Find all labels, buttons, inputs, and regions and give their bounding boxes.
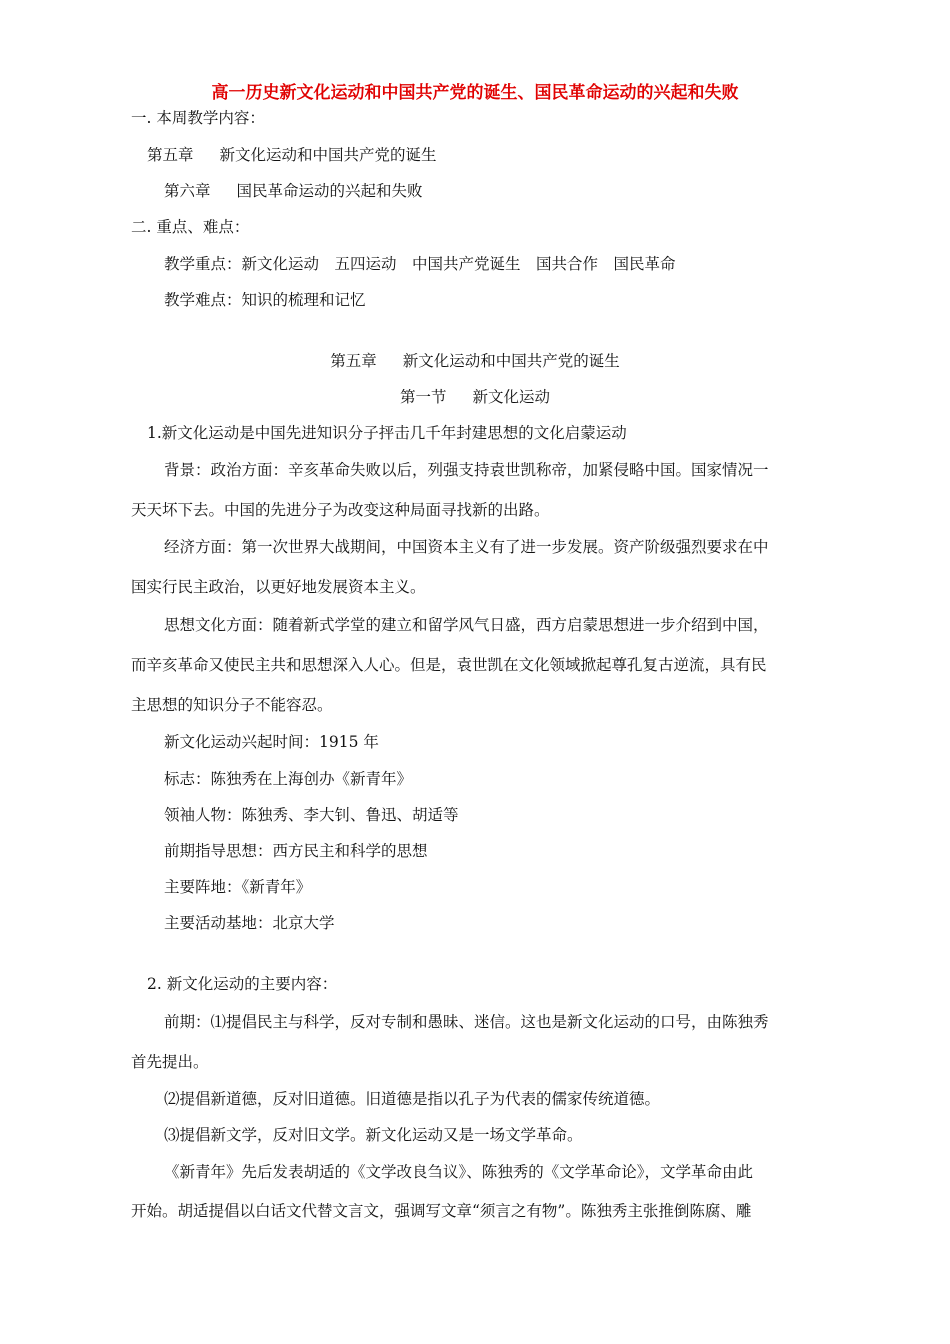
content-1-line-2: 首先提出。 — [131, 1053, 209, 1071]
symbol: 标志：陈独秀在上海创办《新青年》 — [164, 770, 413, 788]
chapter-num: 第五章 — [330, 352, 377, 370]
chapter-heading — [0, 351, 950, 371]
chapter5-num: 第五章 — [147, 146, 194, 164]
start-time: 新文化运动兴起时间：1915 年 — [164, 733, 379, 751]
activity-base: 主要活动基地：北京大学 — [164, 914, 335, 932]
thought-line-3: 主思想的知识分子不能容忍。 — [131, 696, 333, 714]
section-title: 新文化运动 — [472, 388, 551, 406]
content-2: ⑵提倡新道德，反对旧道德。旧道德是指以孔子为代表的儒家传统道德。 — [164, 1090, 661, 1108]
content-4-line-1: 《新青年》先后发表胡适的《文学改良刍议》、陈独秀的《文学革命论》，文学革命由此 — [164, 1163, 754, 1181]
section-heading — [0, 387, 950, 407]
section1-heading: 一. 本周教学内容： — [131, 109, 265, 127]
point2-heading: 2. 新文化运动的主要内容： — [147, 975, 338, 993]
point1-heading: 1.新文化运动是中国先进知识分子抨击几千年封建思想的文化启蒙运动 — [147, 424, 627, 442]
content-4-line-2: 开始。胡适提倡以白话文代替文言文，强调写文章“须言之有物”。陈独秀主张推倒陈腐、雕 — [131, 1202, 752, 1220]
main-base: 主要阵地：《新青年》 — [164, 878, 312, 896]
document-title: 高一历史新文化运动和中国共产党的诞生、国民革命运动的兴起和失败 — [211, 83, 739, 103]
leaders: 领袖人物：陈独秀、李大钊、鲁迅、胡适等 — [164, 806, 459, 824]
section2-heading: 二. 重点、难点： — [131, 218, 250, 236]
teaching-difficulty: 教学难点：知识的梳理和记忆 — [164, 291, 366, 309]
economy-line-2: 国实行民主政治，以更好地发展资本主义。 — [131, 578, 426, 596]
chapter5-line — [147, 145, 437, 165]
chapter6-line — [164, 181, 423, 201]
chapter5-title: 新文化运动和中国共产党的诞生 — [219, 146, 437, 164]
economy-line-1: 经济方面：第一次世界大战期间，中国资本主义有了进一步发展。资产阶级强烈要求在中 — [164, 538, 769, 556]
content-1-line-1: 前期：⑴提倡民主与科学，反对专制和愚昧、迷信。这也是新文化运动的口号，由陈独秀 — [164, 1013, 769, 1031]
chapter6-title: 国民革命运动的兴起和失败 — [236, 182, 423, 200]
chapter-title: 新文化运动和中国共产党的诞生 — [402, 352, 620, 370]
background-line-1: 背景：政治方面：辛亥革命失败以后，列强支持袁世凯称帝，加紧侵略中国。国家情况一 — [164, 461, 769, 479]
thought-line-1: 思想文化方面：随着新式学堂的建立和留学风气日盛，西方启蒙思想进一步介绍到中国， — [164, 616, 769, 634]
section-num: 第一节 — [399, 388, 447, 406]
chapter6-num: 第六章 — [164, 182, 211, 200]
teaching-focus: 教学重点：新文化运动 五四运动 中国共产党诞生 国共合作 国民革命 — [164, 255, 676, 273]
background-line-2: 天天坏下去。中国的先进分子为改变这种局面寻找新的出路。 — [131, 501, 550, 519]
thought-line-2: 而辛亥革命又使民主共和思想深入人心。但是，袁世凯在文化领域掀起尊孔复古逆流，具有民 — [131, 656, 767, 674]
guiding-thought: 前期指导思想：西方民主和科学的思想 — [164, 842, 428, 860]
content-3: ⑶提倡新文学，反对旧文学。新文化运动又是一场文学革命。 — [164, 1126, 583, 1144]
